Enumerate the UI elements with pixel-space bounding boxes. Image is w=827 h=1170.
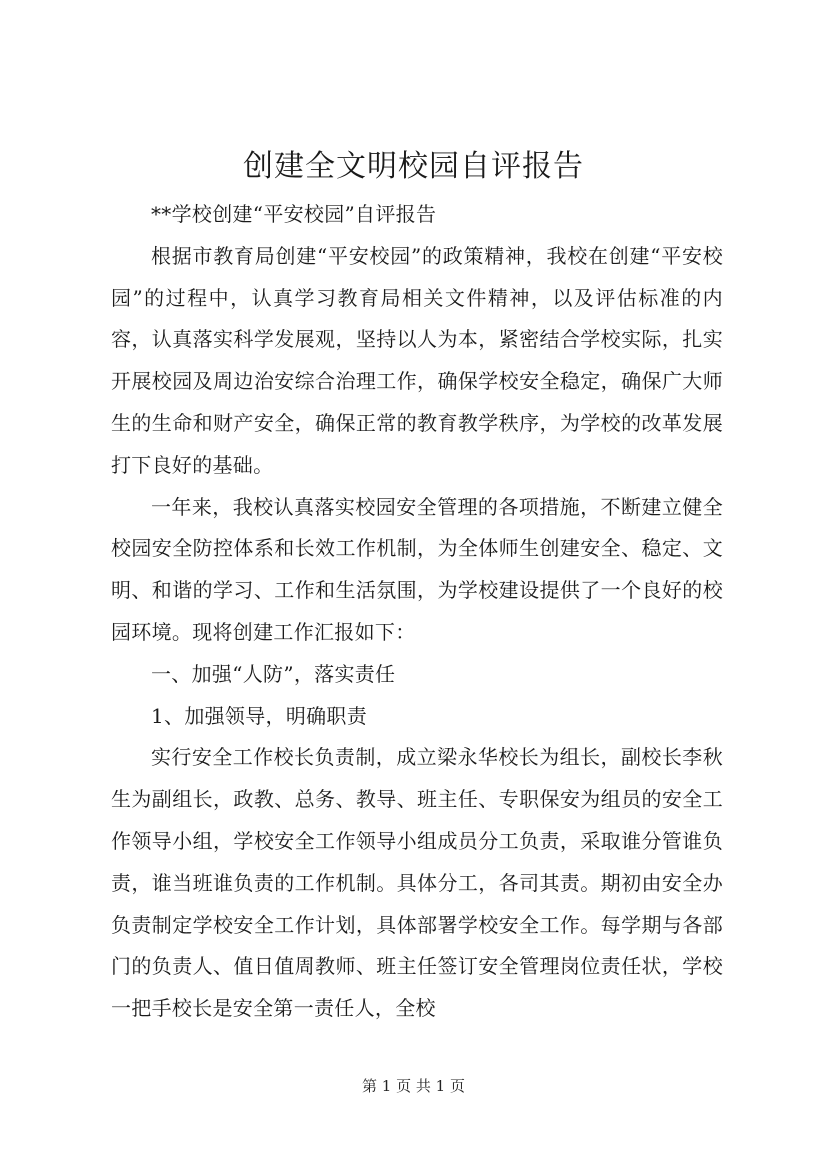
paragraph-summary: 一年来，我校认真落实校园安全管理的各项措施，不断建立健全校园安全防控体系和长效工作机制，为全体师生创建安全、稳定、文明、和谐的学习、工作和生活氛围，为学校建设提供了一个良好的校园环境。现将创建工作汇报如下： bbox=[111, 494, 723, 644]
document-title: 创建全文明校园自评报告 bbox=[243, 149, 584, 184]
paragraph-intro: 根据市教育局创建“平安校园”的政策精神，我校在创建“平安校园”的过程中，认真学习教育局相关文件精神，以及评估标准的内容，认真落实科学发展观，坚持以人为本，紧密结合学校实际，扎实开展校园及周边治安综合治理工作，确保学校安全稳定，确保广大师生的生命和财产安全，确保正常的教育教学秩序，为学校的改革发展打下良好的基础。 bbox=[111, 243, 723, 477]
subsection-heading: 1、加强领导，明确职责 bbox=[151, 703, 368, 728]
paragraph-subtitle: **学校创建“平安校园”自评报告 bbox=[151, 202, 437, 226]
paragraph-leadership: 实行安全工作校长负责制，成立梁永华校长为组长，副校长李秋生为副组长，政教、总务、教导、班主任、专职保安为组员的安全工作领导小组，学校安全工作领导小组成员分工负责，采取谁分管谁负责，谁当班谁负责的工作机制。具体分工，各司其责。期初由安全办负责制定学校安全工作计划，具体部署学校安全工作。每学期与各部门的负责人、值日值周教师、班主任签订安全管理岗位责任状，学校一把手校长是安全第一责任人，全校 bbox=[111, 745, 723, 1021]
section-heading: 一、加强“人防”，落实责任 bbox=[151, 661, 396, 686]
page-footer: 第 1 页 共 1 页 bbox=[362, 1077, 465, 1095]
document-body bbox=[111, 194, 723, 1030]
